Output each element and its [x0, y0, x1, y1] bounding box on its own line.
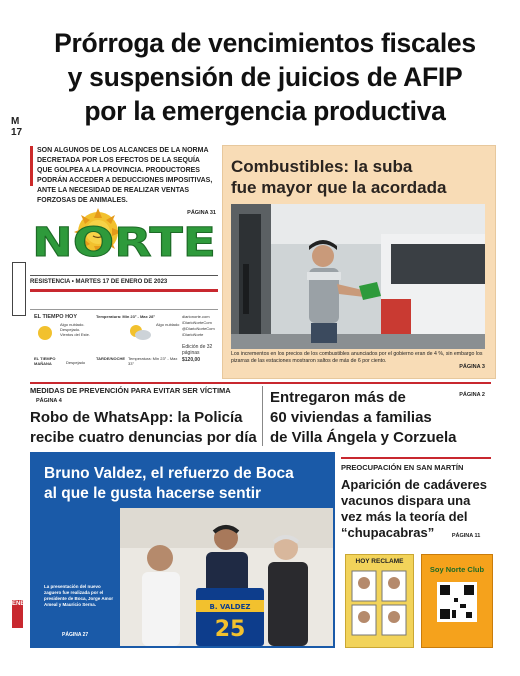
whatsapp-kicker	[30, 386, 258, 404]
edition-price: $120,00	[182, 357, 201, 363]
norte-logo-svg	[30, 208, 218, 270]
column-divider	[262, 386, 263, 446]
chupacabras-kicker: PREOCUPACIÓN EN SAN MARTÍN	[341, 463, 464, 472]
side-date-day: 17	[11, 127, 23, 138]
social-twitter[interactable]: @DiarioNorteCom	[182, 326, 215, 331]
viviendas-title	[270, 388, 491, 448]
chupacabras-title-line-4-text: “chupacabras”	[341, 525, 435, 540]
logo-text: NORTE	[32, 220, 217, 266]
headline-line-2: y suspensión de juicios de AFIP	[67, 62, 463, 92]
promo-reclame-label: HOY RECLAME	[355, 558, 404, 565]
fuel-title-line-1: Combustibles: la suba	[231, 157, 413, 176]
chupacabras-title-line-1: Aparición de cadáveres	[341, 477, 487, 492]
social-instagram[interactable]: /DiarioNorte	[182, 332, 204, 337]
shirt-name: B. VALDEZ	[209, 603, 251, 611]
collectible-cards-icon	[346, 565, 413, 641]
fuel-photo	[231, 204, 485, 349]
side-notice-box	[12, 262, 26, 316]
viviendas-page: PÁGINA 2	[459, 392, 485, 398]
lead-text: SON ALGUNOS DE LOS ALCANCES DE LA NORMA DECRETADA POR LOS EFECTOS DE LA SEQUÍA QUE GOLPEA A LA PROVINCIA. PRODUCTORES PODRÁN ACCEDER A DEDUCCIONES IMPOSITIVAS, ANTE LA NECESIDAD DE REALIZAR VENTAS FORZOSAS DE ANIMALES.	[37, 147, 213, 204]
lead-page: PÁGINA 31	[187, 210, 216, 216]
fuel-title-line-2: fue mayor que la acordada	[231, 178, 447, 197]
lead-accent-bar	[30, 146, 33, 186]
sun-weather-icon	[36, 324, 54, 342]
viviendas-story[interactable]	[270, 388, 491, 448]
weather-box	[30, 309, 218, 383]
boca-title-line-1: Bruno Valdez, el refuerzo de Boca	[44, 465, 294, 482]
boca-title	[44, 464, 324, 504]
section-divider	[30, 382, 491, 384]
edition-pages: Edición de 32 páginas	[182, 344, 213, 356]
boca-photo	[120, 508, 333, 646]
boca-caption: La presentación del nuevo zaguero fue realizada por el presidente de Boca, Jorge Amor Ameal y Mauricio Serna.	[44, 584, 114, 607]
promo-soy-norte-club[interactable]	[421, 554, 493, 648]
weather-tomorrow-label: EL TIEMPO MAÑANA	[34, 356, 56, 366]
side-notice-text	[13, 263, 25, 265]
side-date-month: M	[11, 116, 20, 127]
weather-afternoon-label: TARDE/NOCHE	[96, 356, 126, 361]
viviendas-title-line-2: 60 viviendas a familias	[270, 409, 432, 426]
chupacabras-title	[341, 477, 491, 544]
viviendas-title-line-3: de Villa Ángela y Corzuela	[270, 429, 457, 446]
whatsapp-title	[30, 408, 258, 448]
weather-temps-2: Temperatura: Min 23° - Max 33°	[128, 356, 178, 366]
promo-club-label: Soy Norte Club	[429, 565, 485, 574]
weather-today-desc: Algo nublado. Despejado. Vientos del Este.	[60, 322, 90, 337]
boca-title-line-2: al que le gusta hacerse sentir	[44, 485, 262, 502]
weather-title: EL TIEMPO HOY	[34, 314, 77, 320]
chupacabras-title-line-3: vez más la teoría del	[341, 509, 468, 524]
side-date	[11, 116, 22, 138]
boca-photo-illustration	[120, 508, 333, 646]
fuel-photo-illustration	[231, 204, 485, 349]
weather-tomorrow-desc: Despejado	[66, 360, 86, 365]
fuel-caption	[231, 351, 485, 371]
whatsapp-kicker-text: MEDIDAS DE PREVENCIÓN PARA EVITAR SER VÍCTIMA	[30, 386, 231, 395]
fuel-caption-text: Los incrementos en los precios de los combustibles anunciados por el gobierno eran de 4 %, sin embargo los pizarras de las estaciones mostraron saltos de más de 6 por ciento.	[231, 351, 483, 364]
headline-line-3: por la emergencia productiva	[84, 96, 446, 126]
viviendas-title-line-1: Entregaron más de	[270, 389, 406, 406]
headline-line-1: Prórroga de vencimientos fiscales	[54, 28, 476, 58]
main-headline[interactable]	[30, 26, 500, 128]
boca-story[interactable]	[30, 452, 335, 648]
promo-hoy-reclame[interactable]	[345, 554, 414, 648]
social-facebook[interactable]: /DiarioNorteCom	[182, 320, 212, 325]
chupacabras-divider	[341, 457, 491, 459]
norte-logo[interactable]	[30, 208, 218, 270]
weather-afternoon-desc: Algo nublado	[156, 322, 180, 327]
fuel-title	[231, 156, 446, 198]
fuel-page: PÁGINA 3	[459, 364, 485, 370]
chupacabras-title-line-2: vacunos dispara una	[341, 493, 471, 508]
chupacabras-title-line-4	[341, 525, 491, 544]
web-address[interactable]: diarionorte.com	[182, 314, 210, 319]
fuel-story[interactable]	[222, 145, 496, 379]
cloud-sun-icon	[128, 324, 152, 340]
whatsapp-story[interactable]	[30, 386, 258, 448]
chupacabras-page: PÁGINA 11	[451, 533, 481, 539]
whatsapp-page: PÁGINA 4	[36, 398, 62, 404]
month-tab: ENE	[12, 600, 23, 628]
weather-temps: Temperatura: Min 23° - Max 28°	[96, 314, 155, 319]
whatsapp-title-line-1: Robo de WhatsApp: la Policía	[30, 409, 243, 426]
dateline: RESISTENCIA • MARTES 17 DE ENERO DE 2023	[30, 275, 218, 292]
whatsapp-title-line-2: recibe cuatro denuncias por día	[30, 429, 257, 446]
chupacabras-story[interactable]	[341, 463, 491, 544]
shirt-number: 25	[214, 617, 246, 642]
boca-page: PÁGINA 27	[62, 632, 89, 638]
qr-code-icon	[422, 574, 492, 638]
